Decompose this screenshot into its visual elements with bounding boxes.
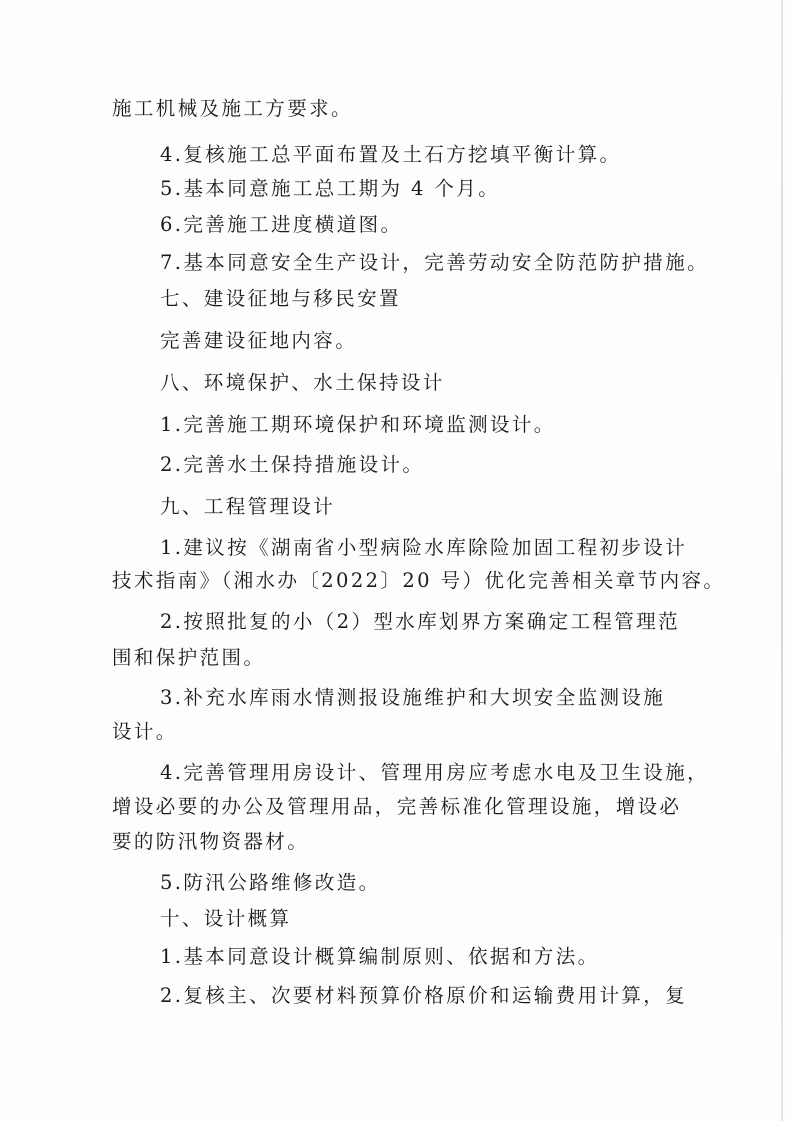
text-line: 1.建议按《湖南省小型病险水库除险加固工程初步设计 bbox=[160, 536, 688, 559]
text-line: 施工机械及施工方要求。 bbox=[112, 97, 353, 120]
text-line: 4.完善管理用房设计、管理用房应考虑水电及卫生设施， bbox=[160, 761, 710, 784]
text-line: 1.完善施工期环境保护和环境监测设计。 bbox=[160, 413, 556, 436]
text-line: 增设必要的办公及管理用品，完善标准化管理设施，增设必 bbox=[112, 795, 682, 818]
text-line: 3.补充水库雨水情测报设施维护和大坝安全监测设施 bbox=[160, 686, 666, 709]
text-line: 7.基本同意安全生产设计，完善劳动安全防范防护措施。 bbox=[160, 251, 710, 274]
text-line: 4.复核施工总平面布置及土石方挖填平衡计算。 bbox=[160, 143, 622, 166]
text-line: 2.按照批复的小（2）型水库划界方案确定工程管理范 bbox=[160, 610, 681, 633]
section-heading: 九、工程管理设计 bbox=[160, 495, 336, 518]
section-heading: 八、环境保护、水土保持设计 bbox=[160, 371, 445, 394]
text-line: 1.基本同意设计概算编制原则、依据和方法。 bbox=[160, 945, 600, 968]
text-line: 6.完善施工进度横道图。 bbox=[160, 213, 403, 236]
text-line: 设计。 bbox=[112, 720, 178, 743]
text-line: 围和保护范围。 bbox=[112, 646, 266, 669]
text-line: 完善建设征地内容。 bbox=[160, 329, 358, 352]
text-line: 要的防汛物资器材。 bbox=[112, 830, 310, 853]
text-line: 5.防汛公路维修改造。 bbox=[160, 871, 381, 894]
section-heading: 十、设计概算 bbox=[160, 907, 292, 930]
page-edge-shadow bbox=[781, 0, 783, 1121]
section-heading: 七、建设征地与移民安置 bbox=[160, 287, 401, 310]
text-line: 5.基本同意施工总工期为 4 个月。 bbox=[160, 177, 501, 200]
text-line: 技术指南》（湘水办〔2022〕20 号）优化完善相关章节内容。 bbox=[112, 569, 726, 592]
text-line: 2.完善水土保持措施设计。 bbox=[160, 453, 425, 476]
text-line: 2.复核主、次要材料预算价格原价和运输费用计算，复 bbox=[160, 984, 688, 1007]
